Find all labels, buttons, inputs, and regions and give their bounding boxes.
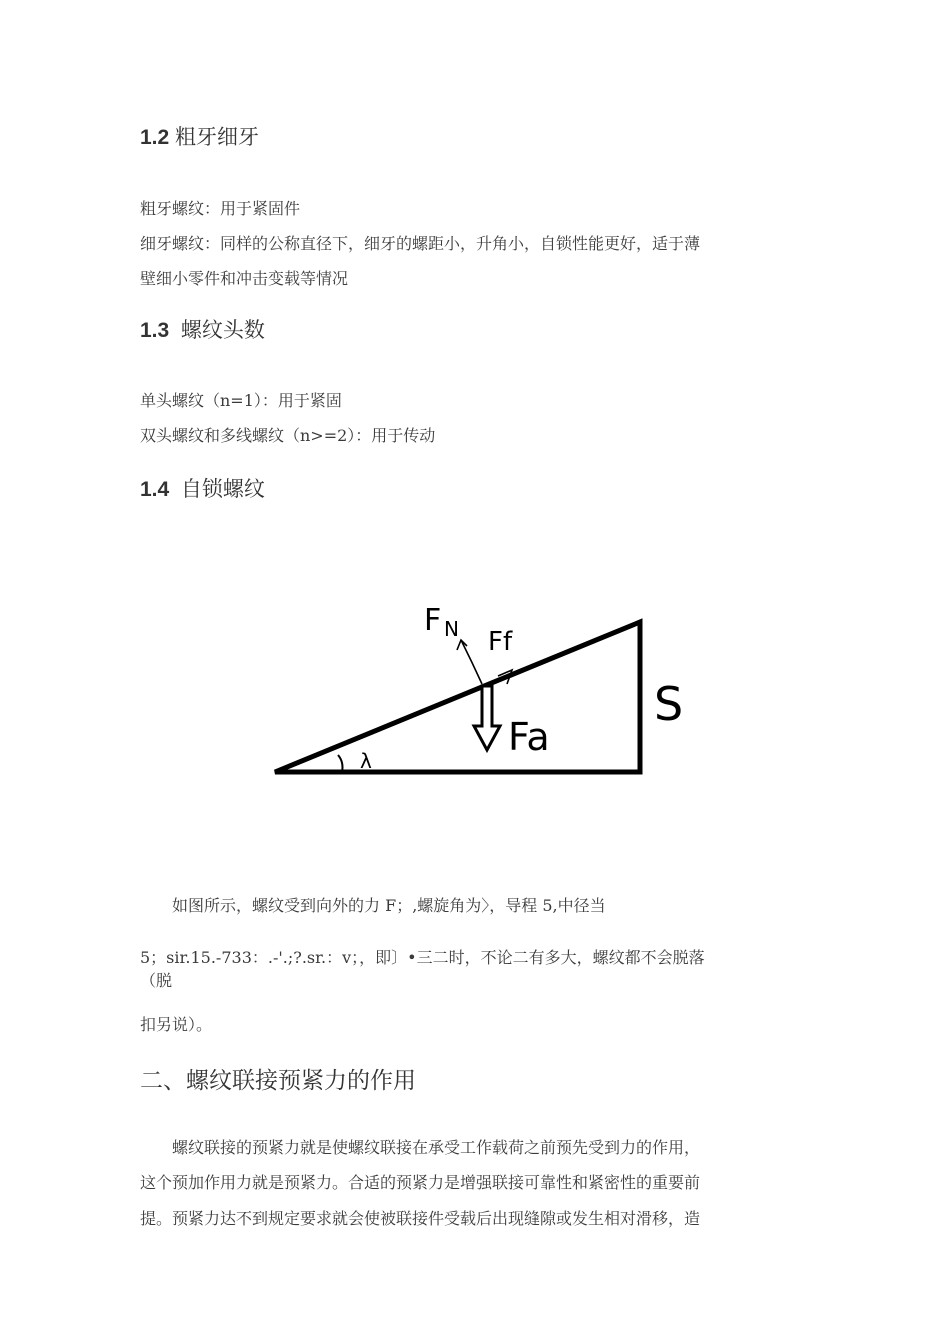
fq-label: Fa — [508, 715, 550, 759]
heading-1-3 — [140, 314, 265, 344]
lambda-label: λ — [360, 749, 372, 773]
heading-1-2 — [140, 121, 259, 151]
angle-arc — [338, 755, 343, 772]
fine-thread-line-2: 壁细小零件和冲击变载等情况 — [140, 269, 349, 288]
incline-force-diagram — [260, 590, 700, 790]
heading-1-4 — [140, 473, 265, 503]
heading-title: 螺纹头数 — [180, 319, 265, 342]
single-start-line: 单头螺纹（n=1）：用于紧固 — [140, 391, 342, 410]
s-label: S — [654, 677, 684, 731]
heading-title: 自锁螺纹 — [180, 478, 265, 501]
multi-start-line: 双头螺纹和多线螺纹（n>=2）：用于传动 — [140, 426, 436, 445]
self-lock-para-line-4: 扣另说）。 — [140, 1015, 213, 1034]
self-lock-para-line-1: 如图所示，螺纹受到向外的力 F；,螺旋角为〉，导程 5,中径当 — [172, 896, 606, 915]
heading-number: 1.2 — [140, 126, 170, 149]
fn-arrow — [461, 640, 482, 684]
coarse-thread-line: 粗牙螺纹：用于紧固件 — [140, 199, 301, 218]
fn-label-sub: N — [444, 617, 459, 641]
self-lock-para-line-2: 5；sir.15.-733：.-'.;?.sr.：v；，即〕•三二时，不论二有多大，螺纹都不会脱落 — [140, 948, 705, 967]
self-lock-para-line-3: （脱 — [140, 971, 173, 990]
incline-triangle — [275, 622, 640, 772]
fine-thread-line-1: 细牙螺纹：同样的公称直径下，细牙的螺距小，升角小，自锁性能更好，适于薄 — [140, 234, 701, 253]
heading-number: 1.3 — [140, 319, 170, 342]
ff-label: Ff — [488, 627, 513, 657]
preload-line-2: 这个预加作用力就是预紧力。合适的预紧力是增强联接可靠性和紧密性的重要前 — [140, 1173, 701, 1192]
preload-line-3: 提。预紧力达不到规定要求就会使被联接件受载后出现缝隙或发生相对滑移，造 — [140, 1209, 701, 1228]
heading-number: 1.4 — [140, 478, 170, 501]
heading-title: 粗牙细牙 — [175, 126, 260, 149]
preload-line-1: 螺纹联接的预紧力就是使螺纹联接在承受工作载荷之前预先受到力的作用， — [172, 1138, 701, 1157]
fq-arrow — [474, 686, 500, 750]
fn-label: F — [424, 603, 442, 638]
heading-section-2: 二、螺纹联接预紧力的作用 — [140, 1068, 416, 1094]
